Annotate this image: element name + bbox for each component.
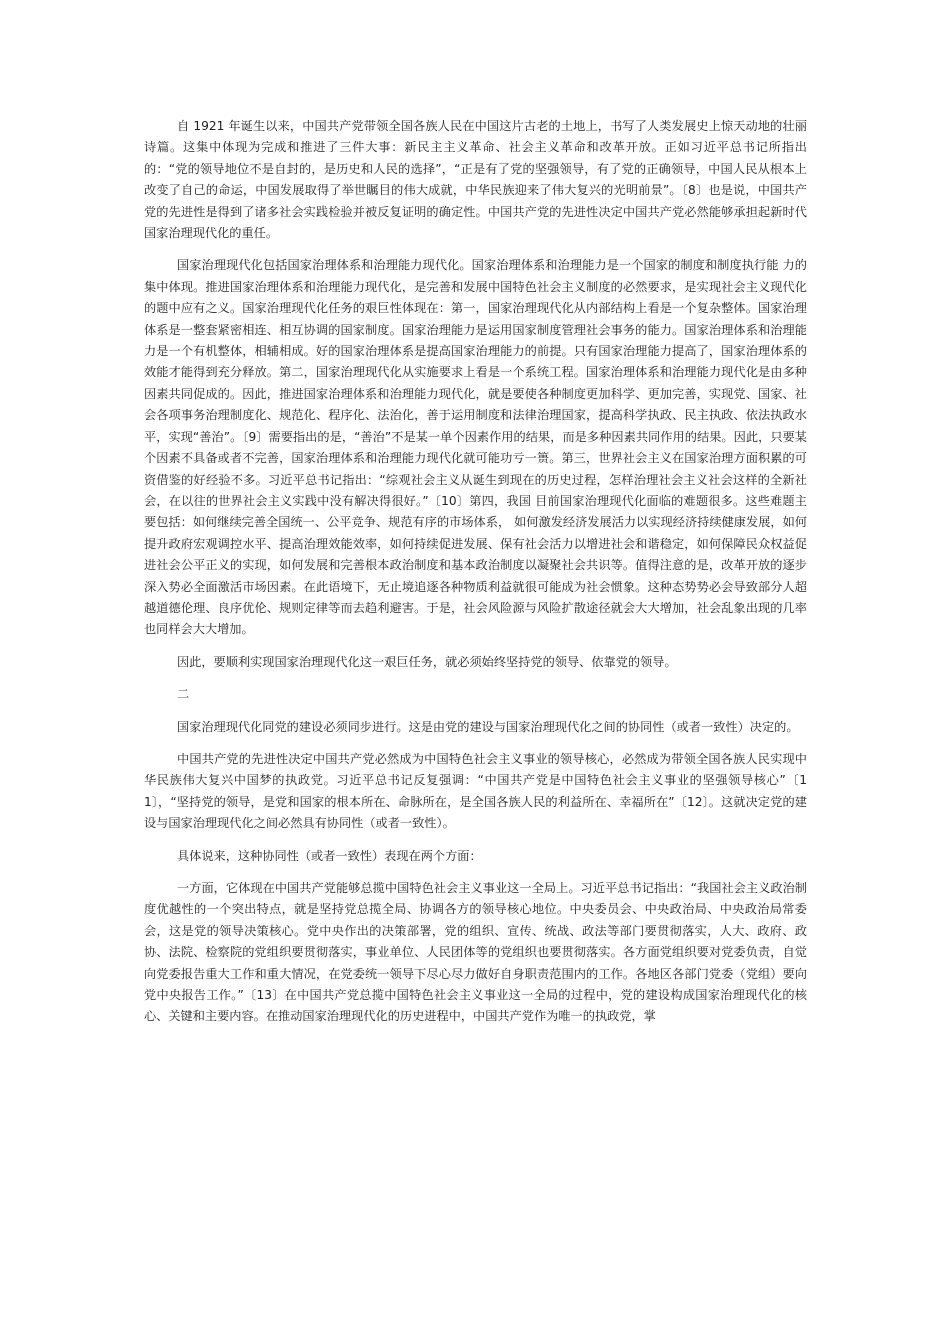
paragraph-two-aspects: 具体说来，这种协同性（或者一致性）表现在两个方面： <box>177 848 482 863</box>
paragraph-governance-modernization: 国家治理现代化包括国家治理体系和治理能力现代化。国家治理体系和治理能力是一个国家的制度和制度执行能 力的集中体现。推进国家治理体系和治理能力现代化，是完善和发展中国特色社会主义制度的必然要求，是实现社会主义现代化的题中应有之义。国家治理现代化任务的艰巨性体现在：第一，国家治理现代化从内部结构上看是一个复杂整体。国家治理体系是一整套紧密相连、相互协调的国家制度。国家治理能力是运用国家制度管理社会事务的能力。国家治理体系和治理能力是一个有机整体，相辅相成。好的国家治理体系是提高国家治理能力的前提。只有国家治理能力提高了，国家治理体系的效能才能得到充分释放。第二，国家治理现代化从实施要求上看是一个系统工程。国家治理体系和治理能力现代化是由多种因素共同促成的。因此，推进国家治理体系和治理能力现代化，就是要使各种制度更加科学、更加完善，实现党、国家、社会各项事务治理制度化、规范化、程序化、法治化，善于运用制度和法律治理国家，提高科学执政、民主执政、依法执政水平，实现“善治”。〔9〕需要指出的是，“善治”不是某一单个因素作用的结果，而是多种因素共同作用的结果。因此，只要某个因素不具备或者不完善，国家治理体系和治理能力现代化就可能功亏一篑。第三，世界社会主义在国家治理方面积累的可资借鉴的好经验不多。习近平总书记指出：“综观社会主义从诞生到现在的历史过程，怎样治理社会主义社会这样的全新社会，在以往的世界社会主义实践中没有解决得很好。”〔10〕第四，我国 目前国家治理现代化面临的难题很多。这些难题主要包括：如何继续完善全国统一、公平竞争、规范有序的市场体系， 如何激发经济发展活力以实现经济持续健康发展，如何提升政府宏观调控水平、提高治理效能效率，如何持续促进发展、保有社会活力以增进社会和谐稳定，如何保障民众权益促进社会公平正义的实现，如何发展和完善根本政治制度和基本政治制度以凝聚社会共识等。值得注意的是，改革开放的逐步深入势必全面激活市场因素。在此语境下，无止境追逐各种物质利益就很可能成为社会惯象。这种态势势必会导致部分人超越道德伦理、良序优伦、规则定律等而去趋利避害。于是，社会风险源与风险扩散途径就会大大增加，社会乱象出现的几率也同样会大大增加。 <box>144 258 807 637</box>
paragraph-conclusion: 因此，要顺利实现国家治理现代化这一艰巨任务，就必须始终坚持党的领导、依靠党的领导。 <box>177 654 677 669</box>
paragraph-intro: 自 1921 年诞生以来，中国共产党带领全国各族人民在中国这片古老的土地上，书写了人类发展史上惊天动地的壮丽诗篇。这集中体现为完成和推进了三件大事：新民主主义革命、社会主义革命和改革开放。正如习近平总书记所指出的：“党的领导地位不是自封的，是历史和人民的选择”，“正是有了党的坚强领导，有了党的正确领导，中国人民从根本上改变了自己的命运，中国发展取得了举世瞩目的伟大成就，中华民族迎来了伟大复兴的光明前景”。〔8〕也是说，中国共产党的先进性是得到了诸多社会实践检验并被反复证明的确定性。中国共产党的先进性决定中国共产党必然能够承担起新时代国家治理现代化的重任。 <box>144 119 807 241</box>
paragraph-leadership-core: 中国共产党的先进性决定中国共产党必然成为中国特色社会主义事业的领导核心，必然成为带领全国各族人民实现中华民族伟大复兴中国梦的执政党。习近平总书记反复强调：“中国共产党是中国特色社会主义事业的坚强领导核心”〔11〕，“坚持党的领导，是党和国家的根本所在、命脉所在，是全国各族人民的利益所在、幸福所在”〔12〕。这就决定党的建设与国家治理现代化之间必然具有协同性（或者一致性）。 <box>144 751 807 831</box>
paragraph-synchronization: 国家治理现代化同党的建设必须同步进行。这是由党的建设与国家治理现代化之间的协同性（或者一致性）决定的。 <box>177 719 799 734</box>
paragraph-overall-situation: 一方面，它体现在中国共产党能够总揽中国特色社会主义事业这一全局上。习近平总书记指出：“我国社会主义政治制度优越性的一个突出特点，就是坚持党总揽全局、协调各方的领导核心地位。中央委员会、中央政治局、中央政治局常委会，这是党的领导决策核心。党中央作出的决策部署，党的组织、宣传、统战、政法等部门要贯彻落实，人大、政府、政协、法院、检察院的党组织要贯彻落实，事业单位、人民团体等的党组织也要贯彻落实。各方面党组织要对党委负责，自觉向党委报告重大工作和重大情况，在党委统一领导下尽心尽力做好自身职责范围内的工作。各地区各部门党委（党组）要向党中央报告工作。”〔13〕在中国共产党总揽中国特色社会主义事业这一全局的过程中，党的建设构成国家治理现代化的核心、关键和主要内容。在推动国家治理现代化的历史进程中，中国共产党作为唯一的执政党，掌 <box>144 881 807 1024</box>
document-page <box>144 116 807 1039</box>
section-number: 二 <box>177 687 190 702</box>
